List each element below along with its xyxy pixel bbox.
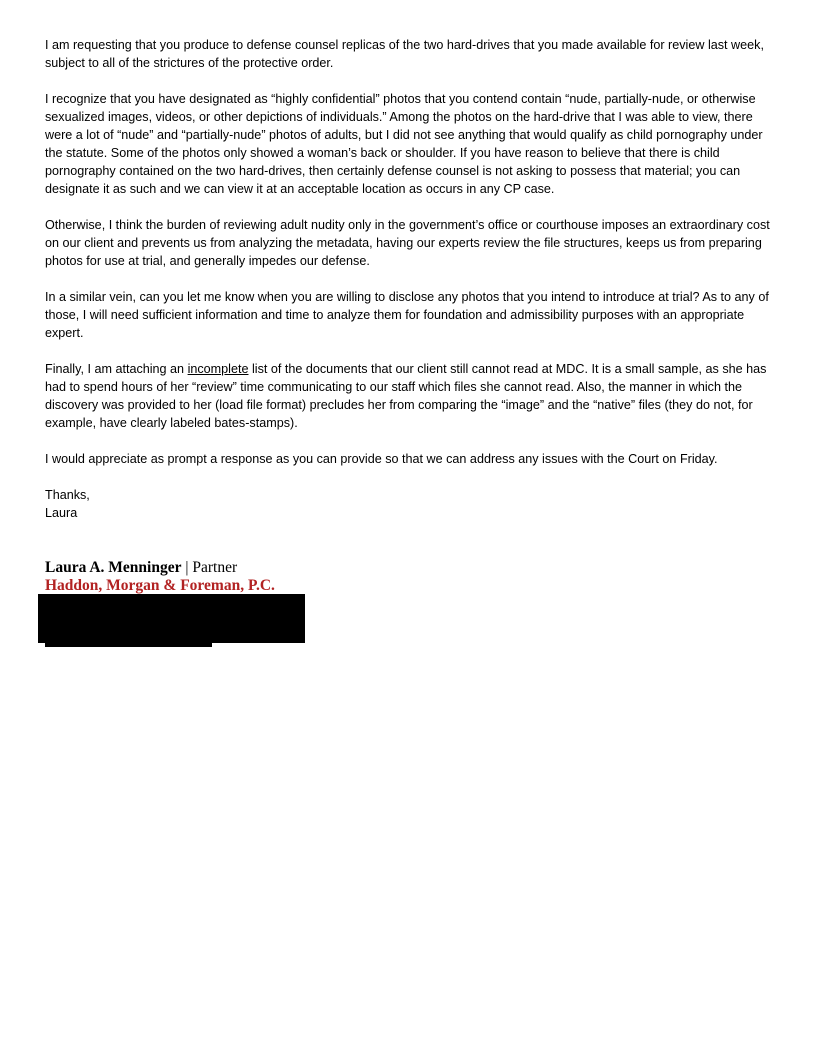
- email-body: [45, 36, 773, 522]
- redaction-strip: [45, 643, 212, 647]
- paragraph-request: I am requesting that you produce to defense counsel replicas of the two hard-drives that you made available for review last week, subject to all of the strictures of the protective order.: [45, 38, 764, 70]
- signature-name: Laura A. Menninger: [45, 559, 182, 576]
- paragraph-burden: Otherwise, I think the burden of reviewing adult nudity only in the government’s office or courthouse imposes an extraordinary cost on our client and prevents us from analyzing the metadata, having our experts review the file structures, keeps us from preparing photos for use at trial, and generally impedes our defense.: [45, 218, 770, 268]
- attachment-text-before: Finally, I am attaching an: [45, 362, 188, 376]
- paragraph-designation: I recognize that you have designated as “highly confidential” photos that you contend contain “nude, partially-nude, or otherwise sexualized images, videos, or other depictions of individuals.” Among the photos on the hard-drive that I was able to view, there were a lot of “nude” and “partially-nude” photos of adults, but I did not see anything that would qualify as child pornography under the statute. Some of the photos only showed a woman’s back or shoulder. If you have reason to believe that there is child pornography contained on the two hard-drives, then certainly defense counsel is not asking to possess that material; you can designate it as such and we can view it at an acceptable location as occurs in any CP case.: [45, 92, 763, 196]
- paragraph-attachment: [45, 360, 773, 432]
- signature-name-line: [45, 559, 275, 577]
- email-signature: [45, 559, 275, 595]
- signature-firm: Haddon, Morgan & Foreman, P.C.: [45, 577, 275, 594]
- redaction-block: [38, 594, 305, 643]
- attachment-text-after: list of the documents that our client still cannot read at MDC. It is a small sample, as she has had to spend hours of her “review” time communicating to our staff which files she cannot read. Also, the manner in which the discovery was provided to her (load file format) precludes her from comparing the “image” and the “native” files (they do not, for example, have clearly labeled bates-stamps).: [45, 362, 767, 430]
- signature-separator: |: [181, 559, 193, 576]
- closing-line: Thanks,: [45, 488, 90, 502]
- signature-title: Partner: [192, 559, 238, 576]
- paragraph-trial-photos: In a similar vein, can you let me know when you are willing to disclose any photos that you intend to introduce at trial? As to any of those, I will need sufficient information and time to analyze them for foundation and admissibility purposes with an appropriate expert.: [45, 290, 769, 340]
- attachment-text-underlined: incomplete: [187, 362, 249, 376]
- paragraph-response-request: I would appreciate as prompt a response as you can provide so that we can address any issues with the Court on Friday.: [45, 452, 718, 466]
- signoff-name: Laura: [45, 506, 78, 520]
